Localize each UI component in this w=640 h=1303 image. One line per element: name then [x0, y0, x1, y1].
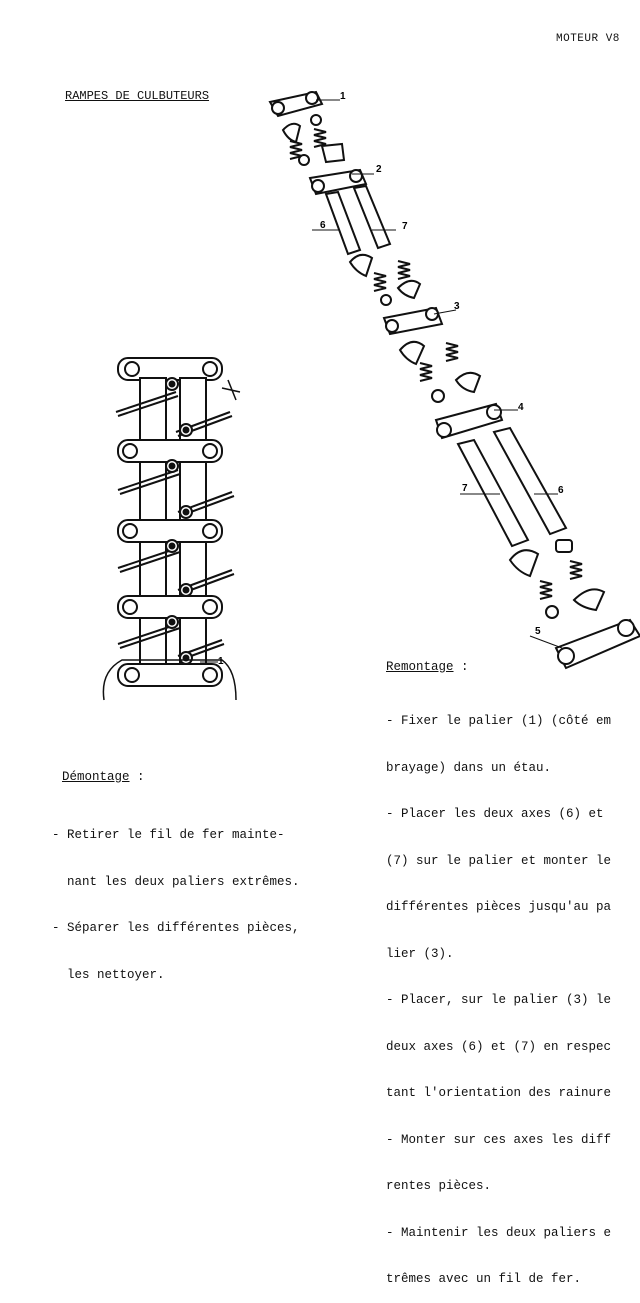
remontage-line: lier (3).: [386, 946, 454, 961]
demontage-heading-colon: :: [137, 770, 145, 784]
lower-rocker-parts: [510, 540, 604, 618]
demontage-heading-text: Démontage: [62, 770, 130, 784]
remontage-line: (7) sur le palier et monter le: [386, 853, 612, 868]
page-title: RAMPES DE CULBUTEURS: [65, 89, 210, 103]
bracket-4-part: [436, 404, 502, 438]
remontage-heading-text: Remontage: [386, 660, 454, 674]
bracket-3-part: [384, 308, 442, 334]
remontage-line: deux axes (6) et (7) en respec: [386, 1039, 612, 1054]
callout-label: 6: [558, 485, 564, 496]
remontage-text: [386, 683, 640, 1303]
exploded-view-drawing: [270, 92, 640, 668]
remontage-line: différentes pièces jusqu'au pa: [386, 900, 612, 914]
callout-label: 5: [535, 626, 541, 637]
middle-rocker-parts: [350, 255, 420, 305]
demontage-line: - Séparer les différentes pièces,: [52, 921, 300, 935]
bracket-1-part: [270, 92, 322, 116]
remontage-line: - Placer, sur le palier (3) le: [386, 993, 612, 1007]
demontage-line: - Retirer le fil de fer mainte-: [52, 828, 285, 842]
callout-label: 3: [454, 301, 460, 312]
lower-middle-parts: [400, 342, 480, 402]
remontage-line: rentes pièces.: [386, 1179, 492, 1193]
callout-label: 7: [402, 221, 408, 232]
callout-label: 1: [340, 91, 346, 102]
demontage-line: nant les deux paliers extrêmes.: [52, 874, 300, 889]
lower-shafts: [458, 428, 566, 546]
demontage-line: les nettoyer.: [52, 967, 165, 982]
callout-label: 2: [376, 164, 382, 175]
remontage-heading-colon: :: [461, 660, 469, 674]
callout-label: 4: [518, 402, 524, 413]
demontage-text: [52, 797, 300, 999]
bracket-5-part: [556, 620, 640, 668]
remontage-line: brayage) dans un étau.: [386, 760, 552, 775]
remontage-heading: [386, 660, 469, 674]
remontage-line: trêmes avec un fil de fer.: [386, 1272, 582, 1286]
callout-label: 6: [320, 220, 326, 231]
demontage-heading: [62, 770, 145, 784]
assembled-rocker-shaft-drawing: [103, 358, 240, 700]
remontage-line: - Fixer le palier (1) (côté em: [386, 714, 612, 728]
page-header: MOTEUR V8: [556, 33, 620, 45]
callout-label: 7: [462, 483, 468, 494]
remontage-line: - Placer les deux axes (6) et: [386, 807, 604, 821]
remontage-line: - Monter sur ces axes les diff: [386, 1132, 612, 1147]
assembly-callout-label: 1: [218, 656, 224, 667]
upper-rocker-parts: [283, 115, 344, 165]
remontage-line: - Maintenir les deux paliers e: [386, 1225, 612, 1240]
upper-shafts: [326, 186, 390, 254]
remontage-line: tant l'orientation des rainure: [386, 1086, 612, 1100]
